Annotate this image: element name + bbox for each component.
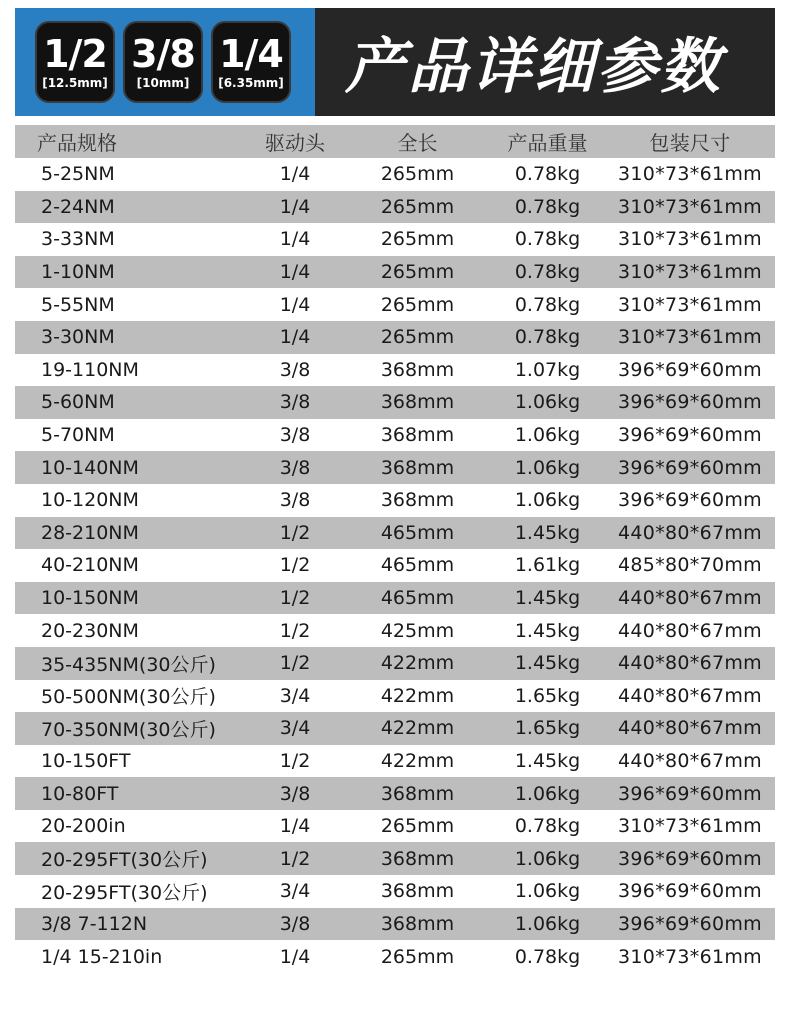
cell-package-size: 310*73*61mm [618,815,762,838]
cell-weight: 0.78kg [514,163,581,186]
cell-spec: 3-30NM [41,326,115,349]
table-row [15,451,775,484]
cell-length: 368mm [380,847,455,870]
cell-weight: 1.61kg [514,554,581,577]
cell-length: 368mm [380,358,455,381]
cell-package-size: 310*73*61mm [618,293,762,316]
cell-length: 265mm [380,195,455,218]
cell-package-size: 396*69*60mm [618,847,762,870]
cell-spec: 1/4 15-210in [41,945,163,968]
cell-length: 368mm [380,391,455,414]
cell-weight: 0.78kg [514,326,581,349]
cell-weight: 1.45kg [514,521,581,544]
cell-length: 265mm [380,261,455,284]
badge-sub-label: [6.35mm] [218,76,284,90]
cell-drive: 1/2 [279,652,311,675]
cell-weight: 1.06kg [514,782,581,805]
cell-package-size: 440*80*67mm [618,652,762,675]
cell-spec: 20-295FT(30公斤) [41,881,208,904]
table-row [15,256,775,289]
cell-package-size: 310*73*61mm [618,228,762,251]
drive-size-badges [15,8,315,116]
cell-weight: 1.65kg [514,717,581,740]
table-row [15,908,775,941]
cell-drive: 1/2 [279,847,311,870]
cell-length: 425mm [380,619,455,642]
cell-weight: 1.45kg [514,619,581,642]
cell-package-size: 396*69*60mm [618,391,762,414]
cell-length: 265mm [380,163,455,186]
cell-drive: 3/8 [279,456,311,479]
cell-drive: 3/8 [279,489,311,512]
cell-spec: 5-25NM [41,163,115,186]
cell-spec: 10-150NM [41,587,139,610]
cell-weight: 0.78kg [514,228,581,251]
cell-drive: 1/2 [279,521,311,544]
cell-weight: 0.78kg [514,195,581,218]
cell-length: 265mm [380,228,455,251]
cell-package-size: 396*69*60mm [618,456,762,479]
table-row [15,712,775,745]
cell-drive: 3/4 [279,684,311,707]
cell-length: 422mm [380,717,455,740]
cell-drive: 1/2 [279,749,311,772]
header-spec: 产品规格 [37,131,117,155]
cell-length: 368mm [380,424,455,447]
badge-sub-label: [12.5mm] [42,76,108,90]
cell-spec: 10-80FT [41,782,119,805]
cell-spec: 20-200in [41,815,126,838]
cell-length: 368mm [380,880,455,903]
badge-three-eighths-inch [123,21,203,103]
cell-length: 265mm [380,293,455,316]
cell-drive: 1/4 [279,815,311,838]
cell-package-size: 396*69*60mm [618,880,762,903]
cell-spec: 5-70NM [41,424,115,447]
cell-package-size: 396*69*60mm [618,489,762,512]
table-row [15,191,775,224]
spec-table [15,125,775,973]
table-row [15,386,775,419]
table-row [15,288,775,321]
badge-quarter-inch [211,21,291,103]
table-row [15,517,775,550]
cell-spec: 70-350NM(30公斤) [41,718,216,741]
cell-length: 265mm [380,326,455,349]
cell-weight: 1.07kg [514,358,581,381]
cell-spec: 5-55NM [41,293,115,316]
page-title: 产品详细参数 [345,32,723,102]
cell-drive: 1/4 [279,195,311,218]
cell-length: 368mm [380,912,455,935]
cell-drive: 3/4 [279,880,311,903]
cell-package-size: 440*80*67mm [618,749,762,772]
cell-package-size: 310*73*61mm [618,326,762,349]
cell-package-size: 440*80*67mm [618,521,762,544]
table-row [15,582,775,615]
cell-weight: 0.78kg [514,815,581,838]
cell-drive: 1/4 [279,945,311,968]
table-row [15,680,775,713]
header-banner [15,8,775,116]
header-length: 全长 [397,131,438,155]
table-row [15,223,775,256]
cell-weight: 1.06kg [514,912,581,935]
cell-weight: 1.65kg [514,684,581,707]
title-panel [315,8,775,116]
table-row [15,158,775,191]
cell-weight: 1.06kg [514,489,581,512]
cell-drive: 1/2 [279,587,311,610]
cell-package-size: 440*80*67mm [618,619,762,642]
cell-length: 422mm [380,749,455,772]
cell-drive: 1/4 [279,228,311,251]
cell-spec: 20-230NM [41,619,139,642]
cell-drive: 3/8 [279,391,311,414]
cell-spec: 5-60NM [41,391,115,414]
table-header-row [15,125,775,158]
badge-half-inch [35,21,115,103]
header-package-size: 包装尺寸 [649,131,731,155]
table-row [15,810,775,843]
cell-weight: 1.06kg [514,847,581,870]
cell-spec: 19-110NM [41,358,139,381]
cell-spec: 35-435NM(30公斤) [41,653,216,676]
table-row [15,842,775,875]
cell-package-size: 310*73*61mm [618,163,762,186]
table-row [15,614,775,647]
header-weight: 产品重量 [507,131,588,155]
cell-drive: 3/8 [279,912,311,935]
cell-length: 422mm [380,652,455,675]
table-row [15,484,775,517]
table-row [15,940,775,973]
cell-package-size: 440*80*67mm [618,587,762,610]
cell-length: 465mm [380,521,455,544]
header-drive: 驱动头 [265,131,325,155]
cell-package-size: 485*80*70mm [618,554,762,577]
cell-weight: 0.78kg [514,261,581,284]
table-row [15,777,775,810]
cell-package-size: 396*69*60mm [618,358,762,381]
cell-package-size: 396*69*60mm [618,424,762,447]
cell-spec: 2-24NM [41,195,115,218]
cell-package-size: 310*73*61mm [618,945,762,968]
cell-drive: 1/2 [279,619,311,642]
cell-package-size: 396*69*60mm [618,782,762,805]
cell-weight: 1.06kg [514,880,581,903]
cell-length: 265mm [380,815,455,838]
cell-spec: 10-120NM [41,489,139,512]
table-row [15,419,775,452]
cell-length: 368mm [380,456,455,479]
table-row [15,647,775,680]
table-row [15,745,775,778]
table-row [15,549,775,582]
cell-spec: 50-500NM(30公斤) [41,686,216,709]
badge-main-label: 1/2 [43,32,107,76]
cell-package-size: 310*73*61mm [618,195,762,218]
cell-spec: 10-140NM [41,456,139,479]
badge-main-label: 1/4 [219,32,283,76]
cell-drive: 1/4 [279,326,311,349]
cell-drive: 3/4 [279,717,311,740]
cell-weight: 1.06kg [514,391,581,414]
cell-length: 465mm [380,587,455,610]
table-row [15,321,775,354]
cell-drive: 1/2 [279,554,311,577]
cell-spec: 1-10NM [41,261,115,284]
cell-weight: 0.78kg [514,945,581,968]
cell-weight: 1.06kg [514,456,581,479]
badge-main-label: 3/8 [131,32,195,76]
cell-drive: 1/4 [279,293,311,316]
table-row [15,354,775,387]
cell-weight: 0.78kg [514,293,581,316]
cell-weight: 1.45kg [514,587,581,610]
cell-spec: 28-210NM [41,521,139,544]
cell-drive: 1/4 [279,261,311,284]
table-row [15,875,775,908]
cell-length: 368mm [380,782,455,805]
cell-spec: 3/8 7-112N [41,912,148,935]
cell-package-size: 440*80*67mm [618,717,762,740]
cell-drive: 1/4 [279,163,311,186]
cell-spec: 20-295FT(30公斤) [41,849,208,872]
cell-package-size: 440*80*67mm [618,684,762,707]
cell-package-size: 310*73*61mm [618,261,762,284]
cell-length: 265mm [380,945,455,968]
badge-sub-label: [10mm] [136,76,190,90]
cell-drive: 3/8 [279,424,311,447]
cell-length: 368mm [380,489,455,512]
cell-spec: 3-33NM [41,228,115,251]
cell-spec: 40-210NM [41,554,139,577]
cell-drive: 3/8 [279,358,311,381]
cell-weight: 1.45kg [514,652,581,675]
cell-drive: 3/8 [279,782,311,805]
cell-spec: 10-150FT [41,749,131,772]
cell-weight: 1.45kg [514,749,581,772]
cell-weight: 1.06kg [514,424,581,447]
cell-length: 422mm [380,684,455,707]
cell-length: 465mm [380,554,455,577]
cell-package-size: 396*69*60mm [618,912,762,935]
